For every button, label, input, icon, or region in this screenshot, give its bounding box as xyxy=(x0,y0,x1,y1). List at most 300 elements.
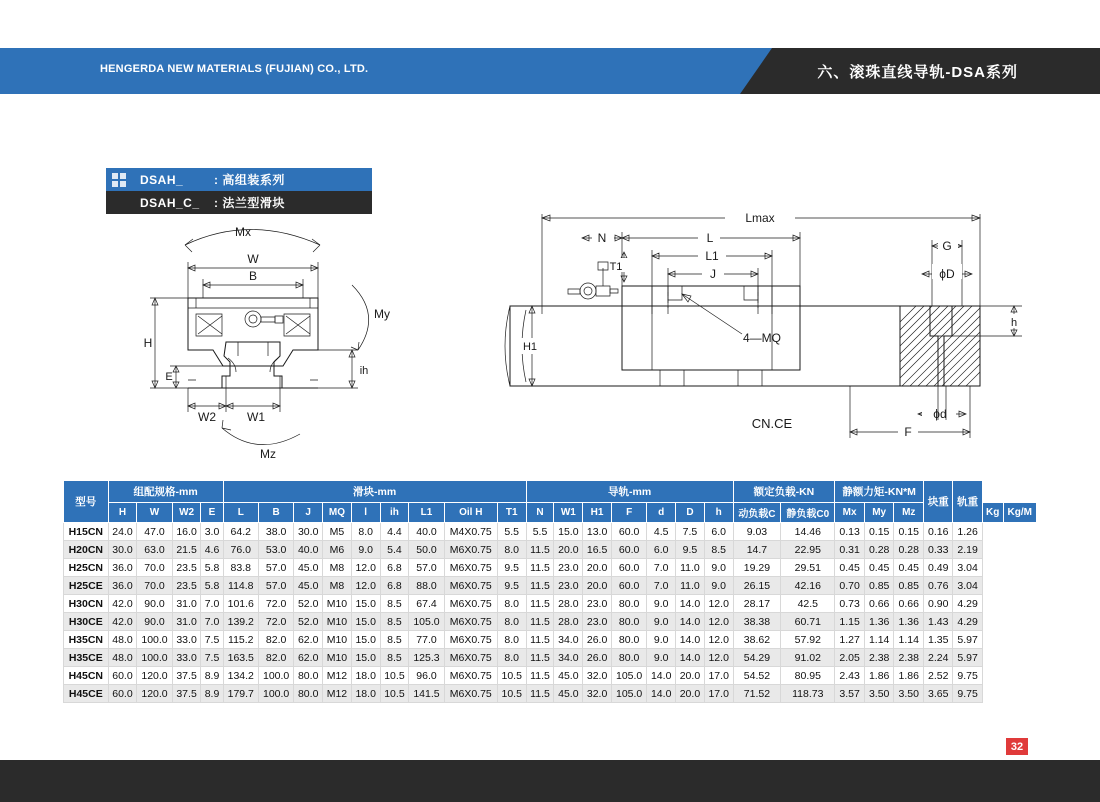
table-cell: 31.0 xyxy=(172,595,201,613)
table-cell: 14.0 xyxy=(676,649,705,667)
table-body xyxy=(64,523,1037,703)
table-cell: 7.5 xyxy=(201,649,223,667)
table-cell-model: H45CE xyxy=(64,685,109,703)
table-cell: 11.5 xyxy=(526,685,554,703)
table-cell: 31.0 xyxy=(172,613,201,631)
table-cell: 45.0 xyxy=(294,577,323,595)
table-cell: 0.15 xyxy=(894,523,924,541)
table-cell: 0.66 xyxy=(864,595,894,613)
table-cell: 134.2 xyxy=(223,667,258,685)
table-cell: 2.19 xyxy=(953,541,982,559)
table-head xyxy=(64,481,1037,523)
table-cell: M6X0.75 xyxy=(444,649,497,667)
table-cell: 48.0 xyxy=(108,649,137,667)
table-cell: 2.24 xyxy=(924,649,953,667)
svg-text:W1: W1 xyxy=(247,410,265,424)
table-cell: M6X0.75 xyxy=(444,541,497,559)
th-sub-5: B xyxy=(258,503,293,523)
table-cell: 82.0 xyxy=(258,649,293,667)
th-sub-10: L1 xyxy=(409,503,444,523)
table-cell: 23.0 xyxy=(554,577,583,595)
table-cell: 15.0 xyxy=(351,631,380,649)
table-cell: 100.0 xyxy=(258,685,293,703)
table-cell: 20.0 xyxy=(676,667,705,685)
table-cell: 9.0 xyxy=(647,613,676,631)
table-cell: 9.5 xyxy=(497,559,526,577)
table-cell: 21.5 xyxy=(172,541,201,559)
table-cell: M12 xyxy=(323,667,352,685)
table-cell: 36.0 xyxy=(108,577,137,595)
table-cell: 7.0 xyxy=(201,613,223,631)
table-row xyxy=(64,559,1037,577)
table-cell: 9.75 xyxy=(953,667,982,685)
table-cell: 8.0 xyxy=(497,595,526,613)
table-cell: 80.0 xyxy=(611,613,646,631)
table-cell: 14.46 xyxy=(781,523,835,541)
table-cell: 60.0 xyxy=(108,667,137,685)
table-cell: 17.0 xyxy=(704,685,733,703)
table-cell: 24.0 xyxy=(108,523,137,541)
table-cell: 15.0 xyxy=(351,595,380,613)
table-cell: 50.0 xyxy=(409,541,444,559)
table-cell: 8.5 xyxy=(704,541,733,559)
table-cell: 8.9 xyxy=(201,685,223,703)
table-cell: 1.14 xyxy=(894,631,924,649)
table-cell: 28.0 xyxy=(554,595,583,613)
table-cell: 60.0 xyxy=(611,577,646,595)
table-cell: 9.75 xyxy=(953,685,982,703)
th-group-6: 块重 xyxy=(924,481,953,523)
table-cell: 3.50 xyxy=(864,685,894,703)
th-group-1: 组配规格-mm xyxy=(108,481,223,503)
table-cell: 8.0 xyxy=(497,631,526,649)
table-row xyxy=(64,595,1037,613)
table-cell: 8.9 xyxy=(201,667,223,685)
table-cell: M10 xyxy=(323,595,352,613)
table-cell-model: H25CN xyxy=(64,559,109,577)
table-cell: 10.5 xyxy=(380,667,409,685)
table-cell: 125.3 xyxy=(409,649,444,667)
table-cell: 71.52 xyxy=(733,685,781,703)
svg-text:ϕD: ϕD xyxy=(939,267,955,281)
table-cell: 38.0 xyxy=(258,523,293,541)
th-sub-16: F xyxy=(611,503,646,523)
section-title: 六、滚珠直线导轨-DSA系列 xyxy=(817,64,1018,81)
table-cell: 2.38 xyxy=(894,649,924,667)
table-cell: 15.0 xyxy=(351,649,380,667)
table-cell: 9.0 xyxy=(351,541,380,559)
table-cell: 30.0 xyxy=(294,523,323,541)
table-cell: 8.0 xyxy=(497,649,526,667)
table-cell: 30.0 xyxy=(108,541,137,559)
table-cell: 10.5 xyxy=(380,685,409,703)
table-cell: 80.0 xyxy=(611,649,646,667)
table-cell: 53.0 xyxy=(258,541,293,559)
table-cell: 1.26 xyxy=(953,523,982,541)
legend-code-1: DSAH_C_ xyxy=(140,195,200,210)
table-cell: 60.0 xyxy=(611,541,646,559)
svg-text:W: W xyxy=(247,252,259,266)
table-cell: 0.45 xyxy=(835,559,865,577)
table-cell: M6X0.75 xyxy=(444,667,497,685)
th-sub-4: L xyxy=(223,503,258,523)
table-row xyxy=(64,667,1037,685)
table-cell: 3.65 xyxy=(924,685,953,703)
table-cell: 118.73 xyxy=(781,685,835,703)
table-cell: 0.15 xyxy=(864,523,894,541)
th-sub-21: 静负载C0 xyxy=(781,503,835,523)
table-group-header-row xyxy=(64,481,1037,503)
table-sub-header-row xyxy=(64,503,1037,523)
th-sub-6: J xyxy=(294,503,323,523)
legend-desc-0: : 高组装系列 xyxy=(214,173,285,187)
table-cell: M8 xyxy=(323,577,352,595)
th-sub-14: W1 xyxy=(554,503,583,523)
table-cell: 114.8 xyxy=(223,577,258,595)
table-cell: 20.0 xyxy=(676,685,705,703)
table-cell: 100.0 xyxy=(137,649,172,667)
table-cell: 0.13 xyxy=(835,523,865,541)
table-cell: 105.0 xyxy=(611,685,646,703)
table-cell: 9.5 xyxy=(497,577,526,595)
th-sub-9: ih xyxy=(380,503,409,523)
svg-text:L1: L1 xyxy=(705,249,719,263)
table-cell: 2.43 xyxy=(835,667,865,685)
table-cell: 90.0 xyxy=(137,613,172,631)
table-cell: 34.0 xyxy=(554,649,583,667)
table-cell: 101.6 xyxy=(223,595,258,613)
table-cell: 12.0 xyxy=(351,559,380,577)
table-cell: 14.0 xyxy=(647,667,676,685)
drawing-side-view xyxy=(470,190,1100,480)
table-cell: M5 xyxy=(323,523,352,541)
th-sub-15: H1 xyxy=(583,503,612,523)
table-cell: 72.0 xyxy=(258,595,293,613)
table-cell: 7.5 xyxy=(676,523,705,541)
table-cell: 163.5 xyxy=(223,649,258,667)
table-cell: 8.0 xyxy=(497,613,526,631)
th-sub-25: Kg xyxy=(982,503,1003,523)
table-cell: 3.50 xyxy=(894,685,924,703)
table-cell: 76.0 xyxy=(223,541,258,559)
table-cell: 1.43 xyxy=(924,613,953,631)
th-sub-3: E xyxy=(201,503,223,523)
table-cell: 64.2 xyxy=(223,523,258,541)
table-cell: 105.0 xyxy=(611,667,646,685)
table-cell: 14.0 xyxy=(676,595,705,613)
table-cell: 38.38 xyxy=(733,613,781,631)
table-cell: 62.0 xyxy=(294,649,323,667)
table-cell-model: H30CE xyxy=(64,613,109,631)
table-cell: 70.0 xyxy=(137,559,172,577)
svg-text:W2: W2 xyxy=(198,410,216,424)
table-cell: 120.0 xyxy=(137,667,172,685)
table-cell: 5.4 xyxy=(380,541,409,559)
table-row xyxy=(64,577,1037,595)
table-cell: 4.4 xyxy=(380,523,409,541)
table-cell: M6X0.75 xyxy=(444,613,497,631)
th-group-0: 型号 xyxy=(64,481,109,523)
table-cell: 14.0 xyxy=(676,613,705,631)
table-cell: 7.0 xyxy=(647,559,676,577)
table-cell: 0.70 xyxy=(835,577,865,595)
page-header xyxy=(0,48,1100,94)
table-cell: 5.97 xyxy=(953,631,982,649)
table-cell: M6X0.75 xyxy=(444,685,497,703)
svg-text:H1: H1 xyxy=(522,341,538,353)
table-cell: 0.31 xyxy=(835,541,865,559)
table-cell: 88.0 xyxy=(409,577,444,595)
table-cell: 72.0 xyxy=(258,613,293,631)
table-cell: 11.5 xyxy=(526,541,554,559)
svg-text:Mz: Mz xyxy=(260,447,276,461)
table-cell: 14.7 xyxy=(733,541,781,559)
table-cell: 29.51 xyxy=(781,559,835,577)
table-cell: 33.0 xyxy=(172,631,201,649)
company-name: HENGERDA NEW MATERIALS (FUJIAN) CO., LTD. xyxy=(100,63,369,75)
table-row xyxy=(64,523,1037,541)
table-cell: M6X0.75 xyxy=(444,559,497,577)
table-cell: M6X0.75 xyxy=(444,595,497,613)
table-cell: 12.0 xyxy=(704,595,733,613)
table-cell: 12.0 xyxy=(704,649,733,667)
table-row xyxy=(64,631,1037,649)
table-cell: 6.0 xyxy=(647,541,676,559)
table-cell: 28.0 xyxy=(554,613,583,631)
table-cell: 115.2 xyxy=(223,631,258,649)
table-cell: 11.5 xyxy=(526,649,554,667)
table-cell: 5.5 xyxy=(497,523,526,541)
table-cell: 16.0 xyxy=(172,523,201,541)
page-footer xyxy=(0,760,1100,802)
svg-text:F: F xyxy=(904,425,912,439)
svg-text:J: J xyxy=(710,267,716,281)
table-cell: 17.0 xyxy=(704,667,733,685)
table-cell: 6.8 xyxy=(380,577,409,595)
table-cell: 11.5 xyxy=(526,595,554,613)
table-cell: 11.5 xyxy=(526,667,554,685)
legend-desc-1: : 法兰型滑块 xyxy=(214,196,285,210)
table-cell: 8.0 xyxy=(351,523,380,541)
table-cell: 0.49 xyxy=(924,559,953,577)
th-sub-17: d xyxy=(647,503,676,523)
table-cell: 52.0 xyxy=(294,595,323,613)
table-cell: 0.76 xyxy=(924,577,953,595)
table-cell: 11.5 xyxy=(526,577,554,595)
specification-table xyxy=(63,480,1037,703)
svg-text:CN.CE: CN.CE xyxy=(751,416,793,431)
svg-text:L: L xyxy=(706,231,714,245)
table-cell: 45.0 xyxy=(294,559,323,577)
page-number-badge: 32 xyxy=(1006,738,1028,755)
table-cell: 40.0 xyxy=(294,541,323,559)
table-cell: 6.0 xyxy=(704,523,733,541)
table-cell: 18.0 xyxy=(351,685,380,703)
svg-text:T1: T1 xyxy=(609,261,623,273)
table-cell: 80.0 xyxy=(294,667,323,685)
table-cell: 1.86 xyxy=(864,667,894,685)
table-cell: 37.5 xyxy=(172,667,201,685)
table-cell: 32.0 xyxy=(583,667,612,685)
th-sub-24: Mz xyxy=(894,503,924,523)
table-cell: 10.5 xyxy=(497,685,526,703)
table-cell: 1.15 xyxy=(835,613,865,631)
table-cell: 9.0 xyxy=(647,649,676,667)
table-cell-model: H25CE xyxy=(64,577,109,595)
table-cell: 45.0 xyxy=(554,685,583,703)
legend-row-dsah xyxy=(106,168,372,191)
table-cell: 52.0 xyxy=(294,613,323,631)
svg-text:N: N xyxy=(597,231,607,245)
table-cell: 42.0 xyxy=(108,595,137,613)
table-cell: 1.14 xyxy=(864,631,894,649)
table-cell: 14.0 xyxy=(647,685,676,703)
table-cell: 5.97 xyxy=(953,649,982,667)
table-cell: 34.0 xyxy=(554,631,583,649)
svg-text:E: E xyxy=(165,371,173,383)
table-cell: 2.05 xyxy=(835,649,865,667)
table-cell: 120.0 xyxy=(137,685,172,703)
svg-text:ih: ih xyxy=(359,365,369,377)
table-cell: 4.29 xyxy=(953,595,982,613)
table-cell: M8 xyxy=(323,559,352,577)
th-sub-18: D xyxy=(676,503,705,523)
th-sub-13: N xyxy=(526,503,554,523)
table-cell: 105.0 xyxy=(409,613,444,631)
th-sub-8: l xyxy=(351,503,380,523)
table-row xyxy=(64,541,1037,559)
th-group-5: 静额力矩-KN*M xyxy=(835,481,924,503)
table-cell: 4.29 xyxy=(953,613,982,631)
table-cell: 33.0 xyxy=(172,649,201,667)
table-cell-model: H45CN xyxy=(64,667,109,685)
th-sub-26: Kg/M xyxy=(1003,503,1036,523)
table-cell: 13.0 xyxy=(583,523,612,541)
table-cell: 60.0 xyxy=(611,559,646,577)
svg-text:H: H xyxy=(143,336,153,350)
th-sub-23: My xyxy=(864,503,894,523)
table-cell: 23.5 xyxy=(172,577,201,595)
th-group-3: 导轨-mm xyxy=(526,481,733,503)
table-cell: 12.0 xyxy=(704,631,733,649)
table-cell: M6X0.75 xyxy=(444,631,497,649)
table-cell: 20.0 xyxy=(583,577,612,595)
table-cell-model: H30CN xyxy=(64,595,109,613)
table-cell: 8.5 xyxy=(380,649,409,667)
table-cell: 22.95 xyxy=(781,541,835,559)
table-cell: 20.0 xyxy=(554,541,583,559)
table-cell: 16.5 xyxy=(583,541,612,559)
table-cell: 91.02 xyxy=(781,649,835,667)
table-cell-model: H20CN xyxy=(64,541,109,559)
th-sub-22: Mx xyxy=(835,503,865,523)
table-cell: 18.0 xyxy=(351,667,380,685)
table-cell: 8.5 xyxy=(380,595,409,613)
table-cell: 23.0 xyxy=(554,559,583,577)
table-cell: 5.8 xyxy=(201,577,223,595)
table-cell: 32.0 xyxy=(583,685,612,703)
table-cell: 26.0 xyxy=(583,631,612,649)
table-cell: M12 xyxy=(323,685,352,703)
table-cell: 2.52 xyxy=(924,667,953,685)
th-sub-11: Oil H xyxy=(444,503,497,523)
table-cell: 8.5 xyxy=(380,631,409,649)
table-cell: 54.52 xyxy=(733,667,781,685)
table-cell: 12.0 xyxy=(704,613,733,631)
table-cell-model: H35CN xyxy=(64,631,109,649)
table-cell: 5.8 xyxy=(201,559,223,577)
table-cell: 9.0 xyxy=(647,595,676,613)
table-cell: 1.27 xyxy=(835,631,865,649)
table-cell: 80.95 xyxy=(781,667,835,685)
table-cell: 60.0 xyxy=(611,523,646,541)
table-cell: 15.0 xyxy=(351,613,380,631)
table-cell: M10 xyxy=(323,649,352,667)
svg-text:B: B xyxy=(248,269,258,283)
table-cell: 77.0 xyxy=(409,631,444,649)
table-cell: 63.0 xyxy=(137,541,172,559)
table-cell: 0.73 xyxy=(835,595,865,613)
table-cell: 11.0 xyxy=(676,559,705,577)
table-cell-model: H15CN xyxy=(64,523,109,541)
table-cell: 7.0 xyxy=(647,577,676,595)
table-cell: 42.16 xyxy=(781,577,835,595)
table-cell: 0.85 xyxy=(894,577,924,595)
table-cell: 90.0 xyxy=(137,595,172,613)
table-cell: 141.5 xyxy=(409,685,444,703)
svg-text:4—MQ: 4—MQ xyxy=(742,331,782,345)
table-cell: M10 xyxy=(323,613,352,631)
legend-code-0: DSAH_ xyxy=(140,172,184,187)
table-cell: 10.5 xyxy=(497,667,526,685)
table-cell: 14.0 xyxy=(676,631,705,649)
table-cell: 42.0 xyxy=(108,613,137,631)
table-cell-model: H35CE xyxy=(64,649,109,667)
table-cell: M6X0.75 xyxy=(444,577,497,595)
table-cell: 1.36 xyxy=(864,613,894,631)
table-cell: 6.8 xyxy=(380,559,409,577)
table-cell: 20.0 xyxy=(583,559,612,577)
table-cell: 42.5 xyxy=(781,595,835,613)
table-cell: 11.5 xyxy=(526,613,554,631)
table-cell: 1.36 xyxy=(894,613,924,631)
svg-text:G: G xyxy=(942,239,952,253)
table-cell: 80.0 xyxy=(611,631,646,649)
table-row xyxy=(64,613,1037,631)
table-cell: 100.0 xyxy=(258,667,293,685)
table-cell: 3.04 xyxy=(953,559,982,577)
table-cell: 9.5 xyxy=(676,541,705,559)
table-cell: 7.0 xyxy=(201,595,223,613)
table-cell: 7.5 xyxy=(201,631,223,649)
table-cell: 2.38 xyxy=(864,649,894,667)
table-cell: 12.0 xyxy=(351,577,380,595)
table-cell: 57.92 xyxy=(781,631,835,649)
table-cell: 0.28 xyxy=(864,541,894,559)
table-cell: 47.0 xyxy=(137,523,172,541)
table-cell: 179.7 xyxy=(223,685,258,703)
table-cell: 36.0 xyxy=(108,559,137,577)
technical-drawings xyxy=(0,190,1100,480)
table-cell: 26.15 xyxy=(733,577,781,595)
th-group-2: 滑块-mm xyxy=(223,481,526,503)
table-cell: 0.85 xyxy=(864,577,894,595)
table-cell: 80.0 xyxy=(294,685,323,703)
table-cell: 0.28 xyxy=(894,541,924,559)
table-cell: 23.0 xyxy=(583,595,612,613)
table-cell: 8.5 xyxy=(380,613,409,631)
table-cell: 0.45 xyxy=(894,559,924,577)
